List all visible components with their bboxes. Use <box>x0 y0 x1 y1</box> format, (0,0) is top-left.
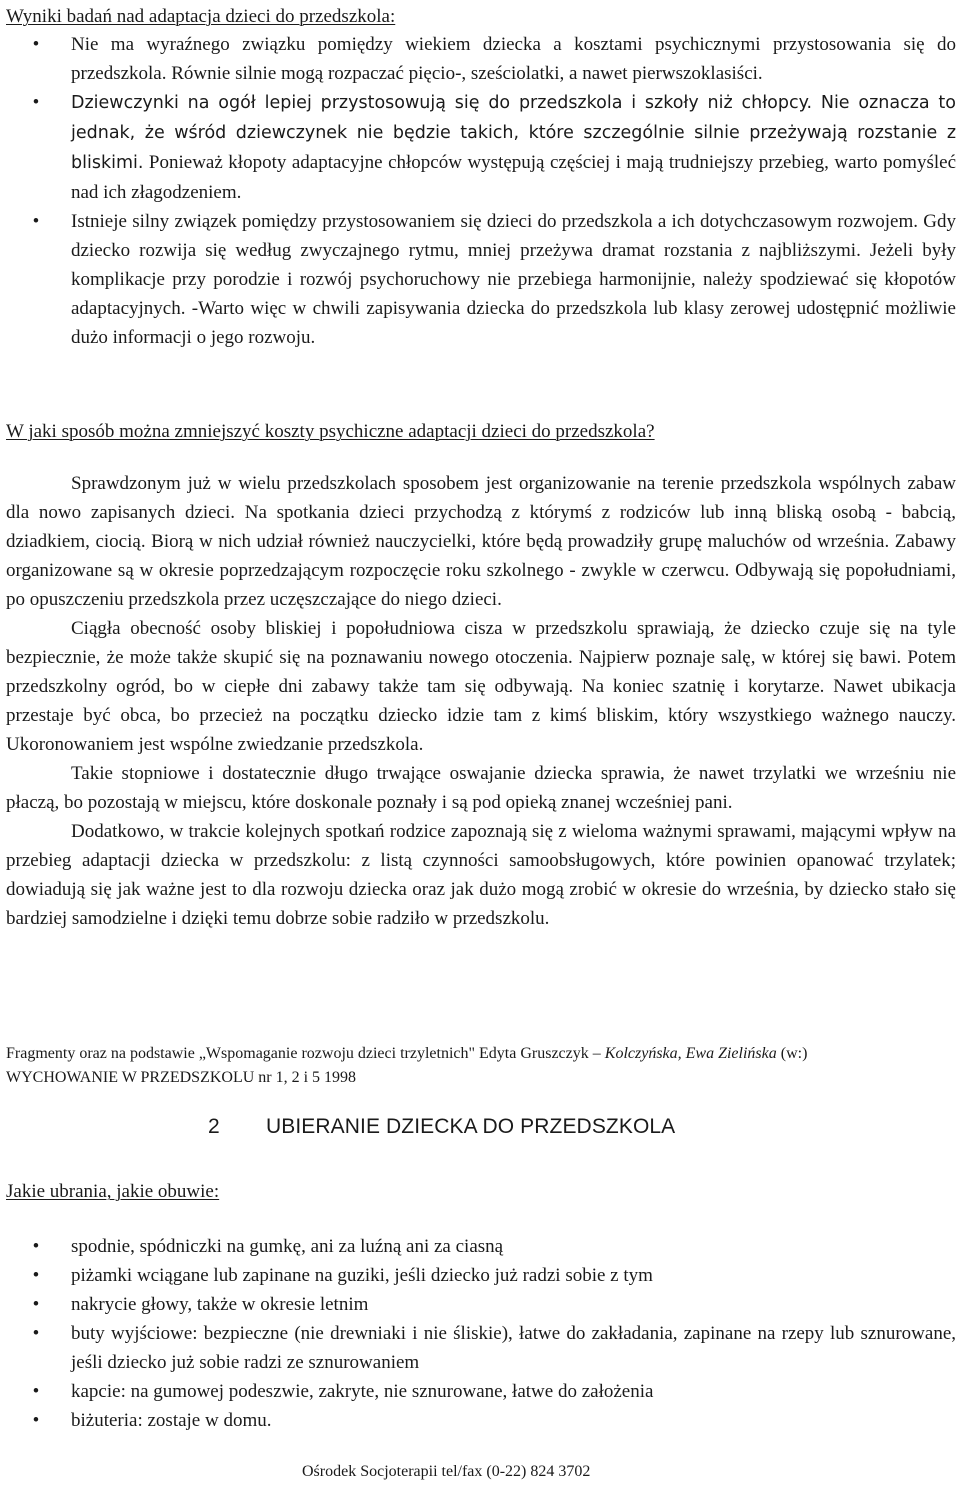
section-number: 2 <box>208 1115 220 1138</box>
research-results-heading: Wyniki badań nad adaptacja dzieci do przedszkola: <box>6 6 396 27</box>
section-title-text: UBIERANIE DZIECKA DO PRZEDSZKOLA <box>266 1115 676 1138</box>
section-title <box>208 1112 675 1142</box>
list-item-text: buty wyjściowe: bezpieczne (nie drewniaki i nie śliskie), łatwe do zakładania, zapinane na rzepy lub sznurowane, jeśli dziecko już sobie radzi ze sznurowaniem <box>71 1323 956 1373</box>
list-item <box>6 30 956 88</box>
list-item <box>6 88 956 207</box>
list-item-text: kapcie: na gumowej podeszwie, zakryte, nie sznurowane, łatwe do założenia <box>71 1381 654 1402</box>
list-item-text: Istnieje silny związek pomiędzy przystosowaniem się dzieci do przedszkola a ich dotychczasowym rozwojem. Gdy dziecko rozwija się według zwyczajnego rytmu, mniej przeżywa dramat rozstania z najbliższymi. Jeżeli były komplikacje przy porodzie i rozwój psychoruchowy nie przebiega harmonijnie, należy spodziewać się kłopotów adaptacyjnych. -Warto więc w chwili zapisywania dziecka do przedszkola lub klasy zerowej udostępnić możliwie dużo informacji o jego rozwoju. <box>71 211 956 348</box>
list-item-text: nakrycie głowy, także w okresie letnim <box>71 1294 369 1315</box>
paragraph: Ciągła obecność osoby bliskiej i popołudniowa cisza w przedszkolu sprawiają, że dziecko czuje się na tyle bezpiecznie, że może także skupić się na poznawaniu nowego otoczenia. Najpierw poznaje salę, w której się bawi. Potem przedszkolny ogród, bo w ciepłe dni zabawy także tam się odbywają. Na koniec szatnię i korytarze. Nawet ubikacja przestaje być obca, bo przecież na początku dziecko idzie tam z kimś bliskim, który wszystkiego ważnego nauczy. Ukoronowaniem jest wspólne zwiedzanie przedszkola. <box>6 618 956 755</box>
source-citation <box>6 1042 956 1090</box>
page-footer: Ośrodek Socjoterapii tel/fax (0-22) 824 3702 <box>302 1463 591 1480</box>
bullet-icon: • <box>32 34 40 55</box>
paragraph: Dodatkowo, w trakcie kolejnych spotkań rodzice zapoznają się z wieloma ważnymi sprawami, mającymi wpływ na przebieg adaptacji dziecka w przedszkolu: z listą czynności samoobsługowych, które powinien opanować trzylatek; dowiadują się jak ważne jest to dla rozwoju dziecka oraz jak dużo mogą zrobić w okresie do września, by dziecko stało się bardziej samodzielne i dzięki temu dobrze sobie radziło w przedszkolu. <box>6 821 956 929</box>
list-item-text: Nie ma wyraźnego związku pomiędzy wiekiem dziecka a kosztami psychicznymi przystosowania się do przedszkola. Równie silnie mogą rozpaczać pięcio-, sześciolatki, a nawet pierwszoklasiści. <box>71 34 956 84</box>
list-item-text: spodnie, spódniczki na gumkę, ani za luźną ani za ciasną <box>71 1236 504 1257</box>
bullet-icon: • <box>32 1236 40 1257</box>
list-item-text: biżuteria: zostaje w domu. <box>71 1410 272 1431</box>
list-item <box>6 1261 956 1290</box>
clothes-list <box>6 1232 956 1435</box>
research-results-list <box>6 30 956 352</box>
question-heading: W jaki sposób można zmniejszyć koszty psychiczne adaptacji dzieci do przedszkola? <box>6 421 655 442</box>
citation-publication: WYCHOWANIE W PRZEDSZKOLU nr 1, 2 i 5 1998 <box>6 1069 357 1086</box>
bullet-icon: • <box>32 1410 40 1431</box>
bullet-icon: • <box>32 92 40 113</box>
bullet-icon: • <box>32 1265 40 1286</box>
clothes-heading: Jakie ubrania, jakie obuwie: <box>6 1181 220 1202</box>
body-text <box>6 469 956 933</box>
list-item <box>6 1406 956 1435</box>
list-item <box>6 1232 956 1261</box>
paragraph: Takie stopniowe i dostatecznie długo trwające oswajanie dziecka sprawia, że nawet trzylatki we wrześniu nie płaczą, bo pozostają w miejscu, które doskonale poznały i są pod opieką znanej wcześniej pani. <box>6 763 956 813</box>
bullet-icon: • <box>32 1294 40 1315</box>
bullet-icon: • <box>32 1323 40 1344</box>
citation-suffix: (w:) <box>780 1045 808 1062</box>
list-item-text-part: Dziewczynki na ogół lepiej przystosowują się do przedszkola i szkoły niż chłopcy. Nie oznacza to jednak, że wśród dziewczynek nie będzie takich, które szczególnie silnie przeżywają rozstanie z bliskimi. <box>71 93 956 173</box>
paragraph: Sprawdzonym już w wielu przedszkolach sposobem jest organizowanie na terenie przedszkola wspólnych zabaw dla nowo zapisanych dzieci. Na spotkania dzieci przychodzą z którymś z rodziców lub inną bliską osobą - babcią, dziadkiem, ciocią. Biorą w nich udział również nauczycielki, które będą prowadziły grupę maluchów od września. Zabawy organizowane są w okresie poprzedzającym rozpoczęcie roku szkolnego - zwykle w czerwcu. Odbywają się popołudniami, po opuszczeniu przedszkola przez uczęszczające do niego dzieci. <box>6 473 956 610</box>
list-item-text: piżamki wciągane lub zapinane na guziki, jeśli dziecko już radzi sobie z tym <box>71 1265 653 1286</box>
list-item <box>6 1377 956 1406</box>
citation-authors: Kolczyńska, Ewa Zielińska <box>604 1045 777 1062</box>
list-item <box>6 1290 956 1319</box>
list-item-text-part: Ponieważ kłopoty adaptacyjne chłopców występują częściej i mają trudniejszy przebieg, warto pomyśleć nad ich złagodzeniem. <box>71 152 956 203</box>
list-item <box>6 1319 956 1377</box>
list-item <box>6 207 956 352</box>
citation-prefix: Fragmenty oraz na podstawie „Wspomaganie rozwoju dzieci trzyletnich" Edyta Gruszczyk – <box>6 1045 601 1062</box>
bullet-icon: • <box>32 1381 40 1402</box>
bullet-icon: • <box>32 211 40 232</box>
